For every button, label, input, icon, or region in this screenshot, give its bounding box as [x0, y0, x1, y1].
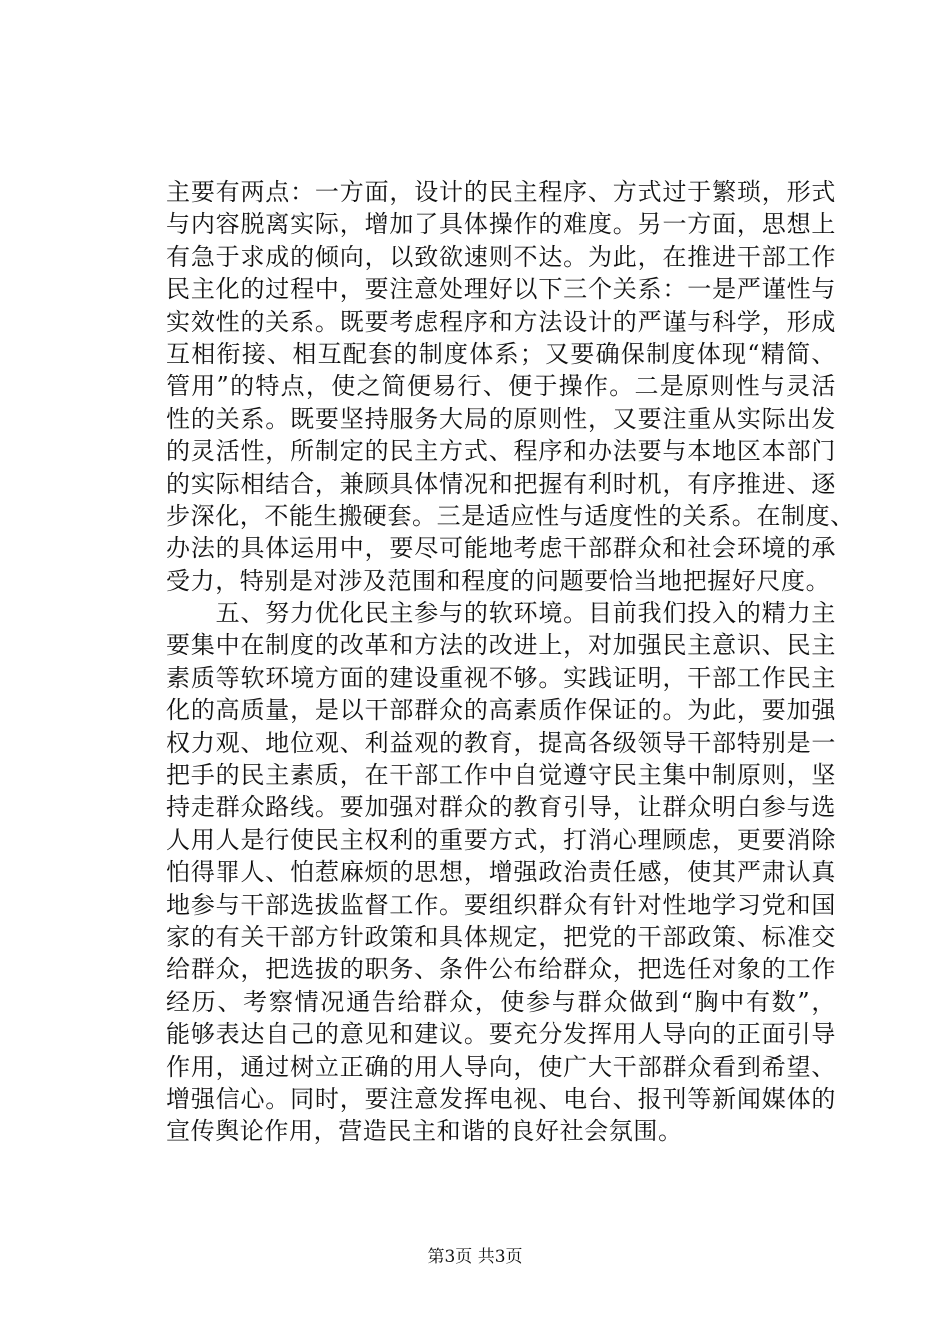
text-line: 实效性的关系。既要考虑程序和方法设计的严谨与科学，形成	[166, 307, 836, 336]
text-line: 怕得罪人、怕惹麻烦的思想，增强政治责任感，使其严肃认真	[166, 858, 836, 887]
text-line: 持走群众路线。要加强对群众的教育引导，让群众明白参与选	[166, 793, 836, 822]
text-line: 给群众，把选拔的职务、条件公布给群众，把选任对象的工作	[166, 955, 836, 984]
text-line: 主要有两点：一方面，设计的民主程序、方式过于繁琐，形式	[166, 178, 836, 206]
body-text	[166, 176, 855, 1148]
text-line: 要集中在制度的改革和方法的改进上，对加强民主意识、民主	[166, 631, 836, 660]
text-line: 能够表达自己的意见和建议。要充分发挥用人导向的正面引导	[166, 1020, 836, 1049]
text-line: 权力观、地位观、利益观的教育，提高各级领导干部特别是一	[166, 728, 836, 757]
text-line: 地参与干部选拔监督工作。要组织群众有针对性地学习党和国	[166, 890, 836, 919]
text-line: 把手的民主素质，在干部工作中自觉遵守民主集中制原则，坚	[166, 761, 836, 790]
text-line: 有急于求成的倾向，以致欲速则不达。为此，在推进干部工作	[166, 242, 836, 271]
text-line: 的灵活性，所制定的民主方式、程序和办法要与本地区本部门	[166, 437, 836, 466]
text-line: 增强信心。同时，要注意发挥电视、电台、报刊等新闻媒体的	[166, 1084, 836, 1113]
text-line: 人用人是行使民主权利的重要方式，打消心理顾虑，更要消除	[166, 825, 836, 854]
page-number: 第3页 共3页	[427, 1247, 523, 1267]
text-line: 的实际相结合，兼顾具体情况和把握有利时机，有序推进、逐	[166, 469, 836, 498]
text-line: 互相衔接、相互配套的制度体系；又要确保制度体现“精简、	[166, 339, 836, 368]
text-line: 五、努力优化民主参与的软环境。目前我们投入的精力主	[166, 599, 836, 628]
text-line: 宣传舆论作用，营造民主和谐的良好社会氛围。	[166, 1117, 683, 1146]
text-line: 化的高质量，是以干部群众的高素质作保证的。为此，要加强	[166, 696, 836, 725]
text-line: 家的有关干部方针政策和具体规定，把党的干部政策、标准交	[166, 922, 836, 951]
page-footer	[0, 1245, 950, 1269]
text-line: 办法的具体运用中，要尽可能地考虑干部群众和社会环境的承	[166, 534, 836, 563]
text-line: 素质等软环境方面的建设重视不够。实践证明，干部工作民主	[166, 663, 836, 692]
text-line: 步深化，不能生搬硬套。三是适应性与适度性的关系。在制度、	[166, 501, 855, 530]
text-line: 民主化的过程中，要注意处理好以下三个关系：一是严谨性与	[166, 275, 836, 304]
text-line: 性的关系。既要坚持服务大局的原则性，又要注重从实际出发	[166, 404, 836, 433]
text-line: 管用”的特点，使之简便易行、便于操作。二是原则性与灵活	[166, 372, 836, 401]
text-line: 作用，通过树立正确的用人导向，使广大干部群众看到希望、	[166, 1052, 836, 1081]
text-line: 受力，特别是对涉及范围和程度的问题要恰当地把握好尺度。	[166, 566, 831, 595]
text-line: 与内容脱离实际，增加了具体操作的难度。另一方面，思想上	[166, 210, 836, 239]
text-line: 经历、考察情况通告给群众，使参与群众做到“胸中有数”，	[166, 987, 836, 1016]
